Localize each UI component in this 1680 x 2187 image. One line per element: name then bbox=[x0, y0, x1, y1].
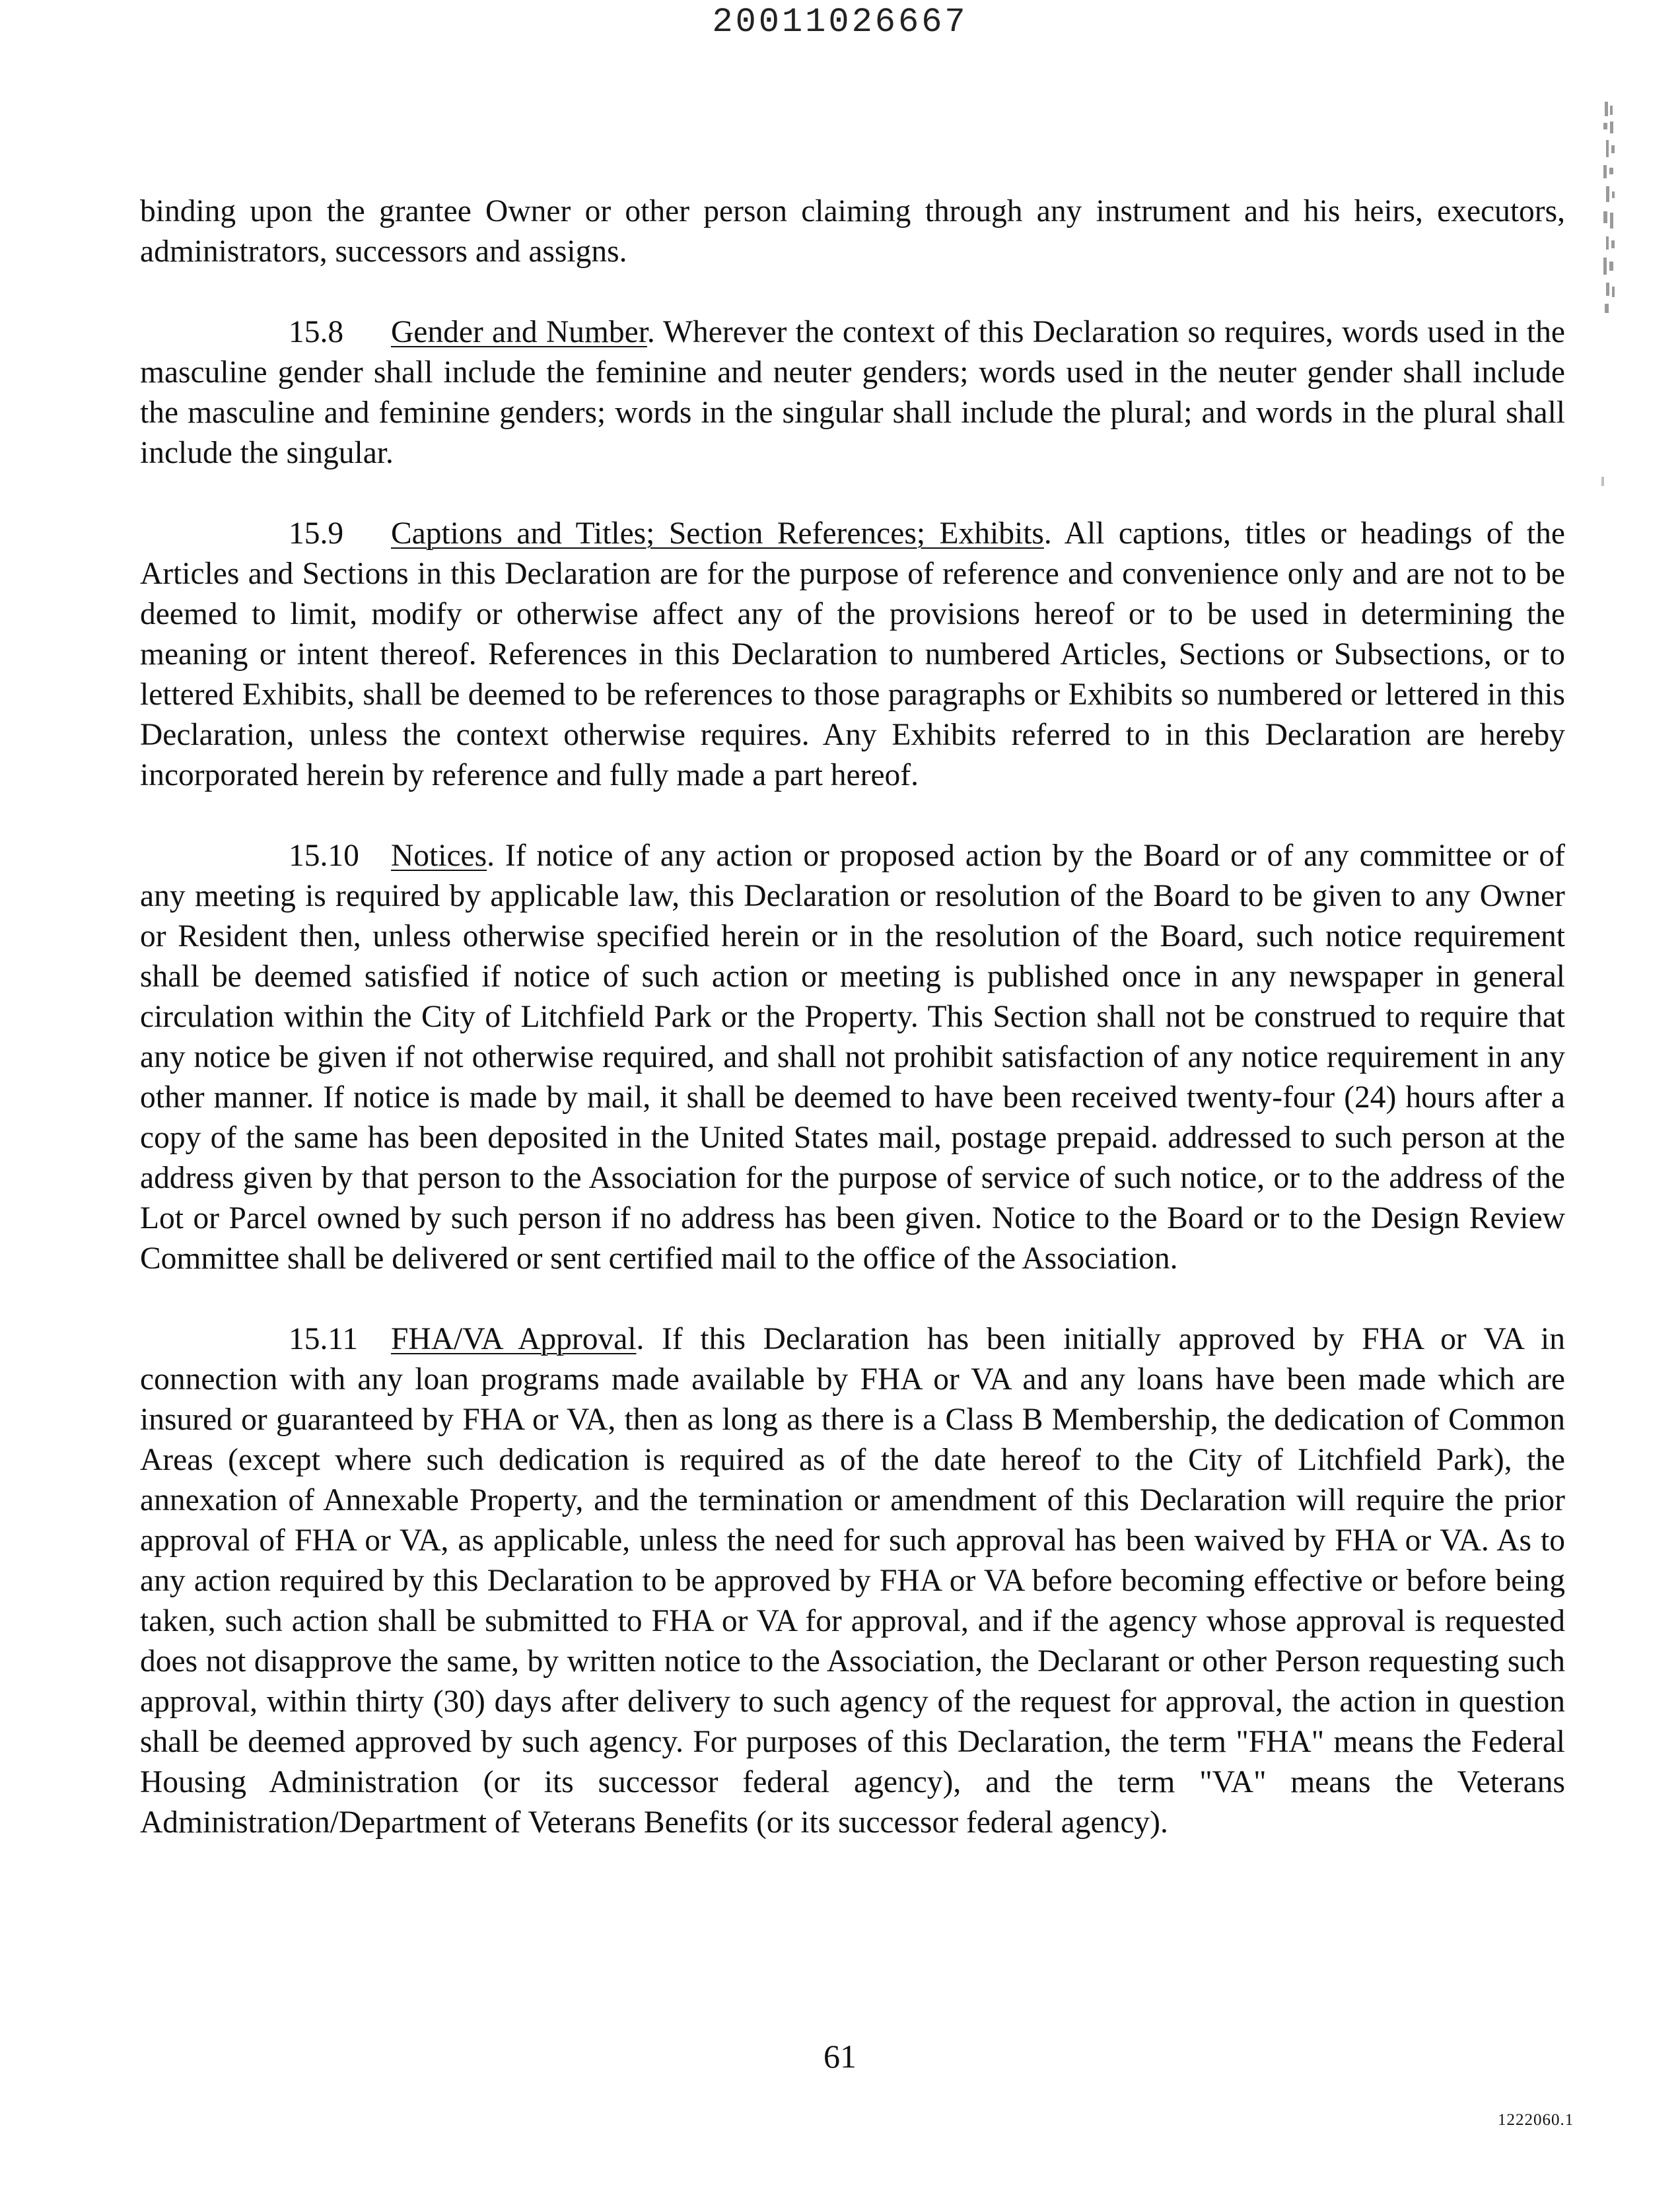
section-15-9 bbox=[140, 514, 1565, 796]
section-number: 15.9 bbox=[289, 516, 344, 551]
section-caption: FHA/VA Approval bbox=[391, 1322, 637, 1356]
section-15-11 bbox=[140, 1319, 1565, 1843]
paragraph-continuation bbox=[140, 191, 1565, 272]
section-text: . If notice of any action or proposed action by the Board or of any committee or of any meeting is required by applicable law, this Declaration or resolution of the Board to be given to any Owner or Resident then, unless otherwise specified herein or in the resolution of the Board, such notice requirement shall be deemed satisfied if notice of such action or meeting is published once in any newspaper in general circulation within the City of Litchfield Park or the Property. This Section shall not be construed to require that any notice be given if not otherwise required, and shall not prohibit satisfaction of any notice requirement in any other manner. If notice is made by mail, it shall be deemed to have been received twenty-four (24) hours after a copy of the same has been deposited in the United States mail, postage prepaid. addressed to such person at the address given by that person to the Association for the purpose of service of such notice, or to the address of the Lot or Parcel owned by such person if no address has been given. Notice to the Board or to the Design Review Committee shall be delivered or sent certified mail to the office of the Association. bbox=[140, 839, 1565, 1276]
section-text: . Wherever the context of this Declaration so requires, words used in the masculine gender shall include the feminine and neuter genders; words used in the neuter gender shall include the masculine and feminine genders; words in the singular shall include the plural; and words in the plural shall include the singular. bbox=[140, 315, 1565, 470]
margin-stamp-mark bbox=[1597, 99, 1623, 317]
page-number: 61 bbox=[823, 2038, 857, 2075]
section-number: 15.11 bbox=[289, 1322, 359, 1356]
section-15-8 bbox=[140, 312, 1565, 473]
section-caption: Notices bbox=[391, 839, 487, 873]
section-15-10 bbox=[140, 836, 1565, 1279]
section-text: . All captions, titles or headings of the Articles and Sections in this Declaration are for the purpose of reference and convenience only and are not to be deemed to limit, modify or otherwise affect any of the provisions hereof or to be used in determining the meaning or intent thereof. References in this Declaration to numbered Articles, Sections or Subsections, or to lettered Exhibits, shall be deemed to be references to those paragraphs or Exhibits so numbered or lettered in this Declaration, unless the context otherwise requires. Any Exhibits referred to in this Declaration are hereby incorporated herein by reference and fully made a part hereof. bbox=[140, 516, 1565, 792]
margin-tick-mark bbox=[1601, 477, 1604, 486]
section-caption: Gender and Number bbox=[391, 315, 647, 349]
section-caption: Captions and Titles; Section References; Exhibits bbox=[391, 516, 1044, 551]
document-id: 1222060.1 bbox=[1498, 2111, 1574, 2129]
section-number: 15.8 bbox=[289, 315, 344, 349]
document-body bbox=[140, 191, 1565, 1883]
paragraph-text: binding upon the grantee Owner or other person claiming through any instrument and his heirs, executors, administrators, successors and assigns. bbox=[140, 194, 1565, 269]
recording-number: 20011026667 bbox=[712, 3, 968, 42]
section-number: 15.10 bbox=[289, 839, 359, 873]
section-text: . If this Declaration has been initially approved by FHA or VA in connection with any loan programs made available by FHA or VA and any loans have been made which are insured or guaranteed by FHA or VA, then as long as there is a Class B Membership, the dedication of Common Areas (except where such dedication is required as of the date hereof to the City of Litchfield Park), the annexation of Annexable Property, and the termination or amendment of this Declaration will require the prior approval of FHA or VA, as applicable, unless the need for such approval has been waived by FHA or VA. As to any action required by this Declaration to be approved by FHA or VA before becoming effective or before being taken, such action shall be submitted to FHA or VA for approval, and if the agency whose approval is requested does not disapprove the same, by written notice to the Association, the Declarant or other Person requesting such approval, within thirty (30) days after delivery to such agency of the request for approval, the action in question shall be deemed approved by such agency. For purposes of this Declaration, the term "FHA" means the Federal Housing Administration (or its successor federal agency), and the term "VA" means the Veterans Administration/Department of Veterans Benefits (or its successor federal agency). bbox=[140, 1322, 1565, 1840]
